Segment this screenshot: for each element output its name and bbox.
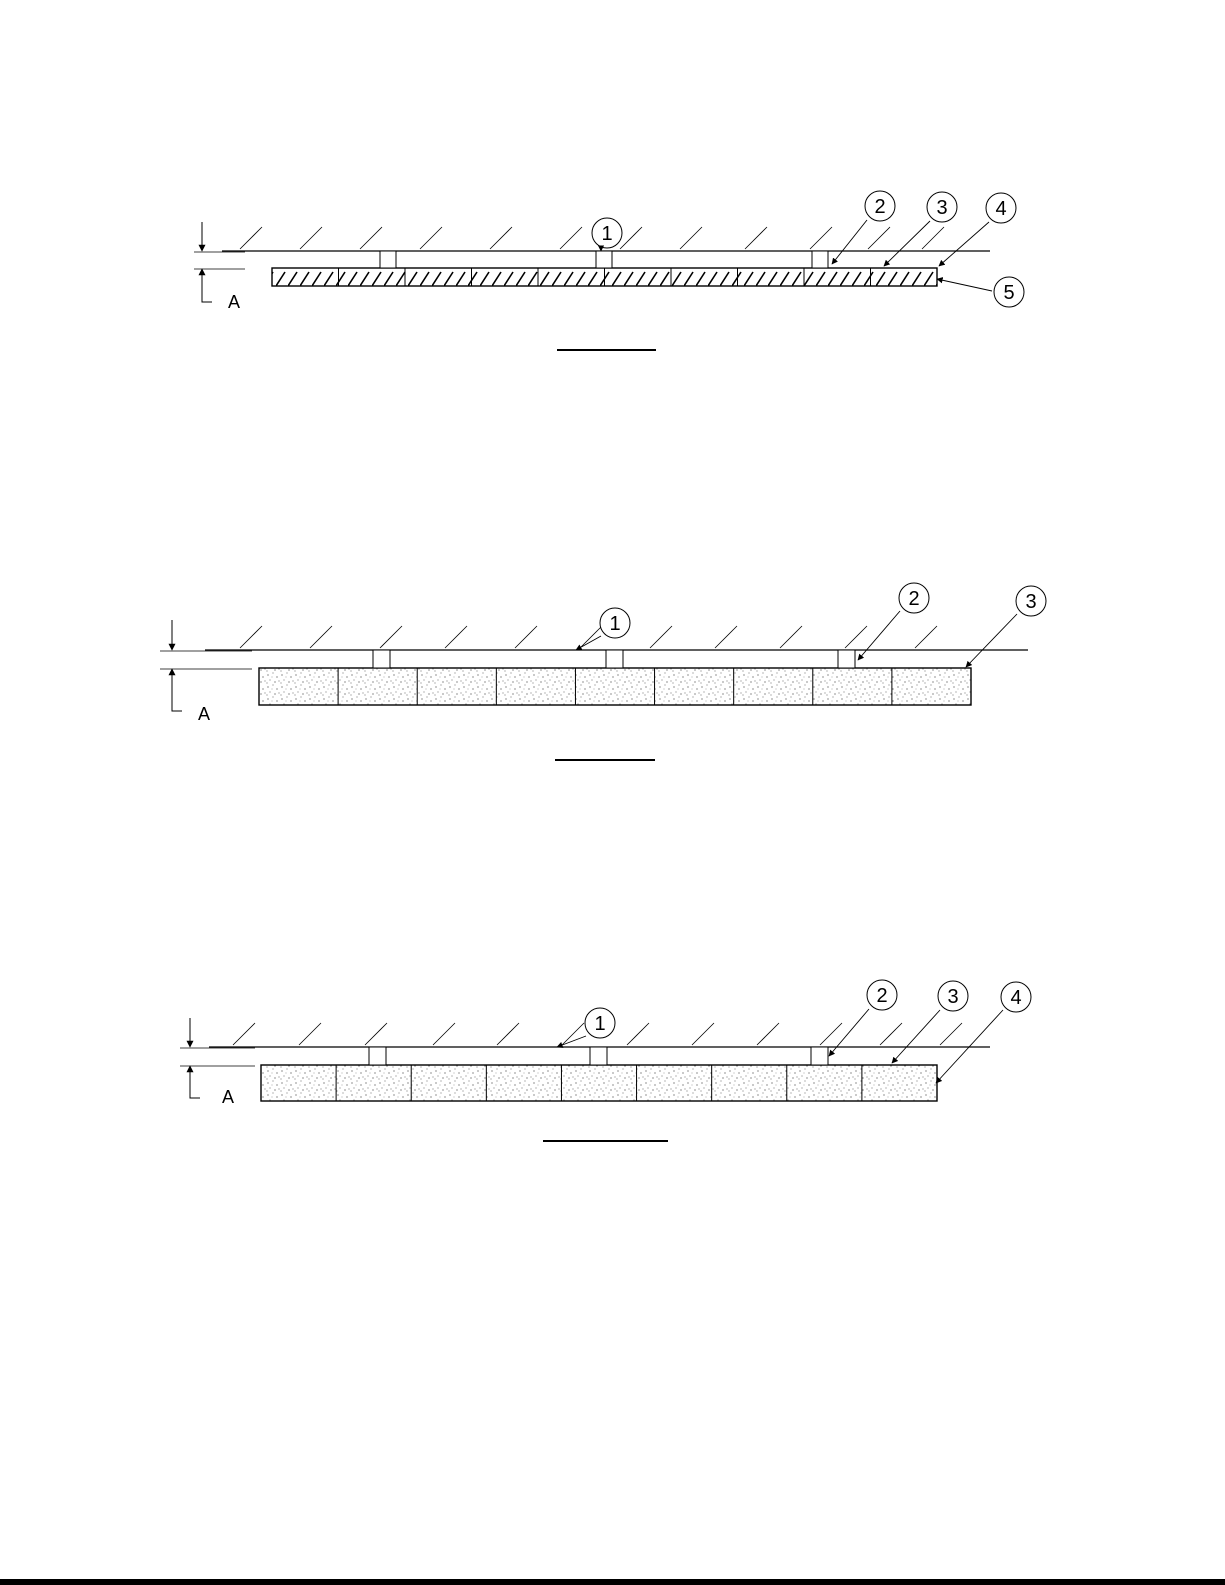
- layer-slab: [259, 668, 971, 705]
- spacer-stud: [811, 1047, 828, 1065]
- deck-hatch-tick: [915, 626, 937, 648]
- spacer-stud: [369, 1047, 386, 1065]
- dimension-arrow-bottom: [202, 269, 212, 302]
- deck-hatch-tick: [780, 626, 802, 648]
- deck-hatch-tick: [820, 1023, 842, 1045]
- deck-hatch-tick: [490, 227, 512, 249]
- layer-slab: [261, 1065, 937, 1101]
- deck-hatch-tick: [845, 626, 867, 648]
- callout-number: 2: [876, 985, 888, 1007]
- callout-leader: [832, 220, 867, 264]
- deck-hatch-tick: [715, 626, 737, 648]
- deck-hatch-tick: [240, 626, 262, 648]
- spacer-stud: [812, 251, 828, 268]
- page-bottom-rule: [0, 1579, 1225, 1585]
- callout-number: 1: [594, 1013, 606, 1035]
- callout-leader: [937, 279, 992, 291]
- callout-leader: [557, 1036, 586, 1047]
- dimension-label: A: [222, 1087, 235, 1107]
- callout-number: 2: [874, 196, 886, 218]
- deck-hatch-tick: [680, 227, 702, 249]
- callout-number: 3: [947, 986, 959, 1008]
- deck-hatch-tick: [240, 227, 262, 249]
- deck-hatch-tick: [868, 227, 890, 249]
- callout-number: 2: [908, 588, 920, 610]
- spacer-stud: [596, 251, 612, 268]
- spacer-stud: [373, 650, 390, 668]
- dimension-arrow-bottom: [190, 1066, 200, 1098]
- callout-leader: [884, 221, 930, 266]
- callout-number: 1: [609, 613, 621, 635]
- deck-hatch-tick: [745, 227, 767, 249]
- deck-hatch-tick: [560, 227, 582, 249]
- deck-hatch-tick: [757, 1023, 779, 1045]
- figure-2: [160, 583, 1046, 760]
- deck-hatch-tick: [562, 1023, 584, 1045]
- deck-hatch-tick: [380, 626, 402, 648]
- spacer-stud: [380, 251, 396, 268]
- spacer-stud: [838, 650, 855, 668]
- deck-hatch-tick: [620, 227, 642, 249]
- deck-hatch-tick: [299, 1023, 321, 1045]
- deck-hatch-tick: [810, 227, 832, 249]
- deck-hatch-tick: [515, 626, 537, 648]
- spacer-stud: [606, 650, 623, 668]
- callout-leader: [576, 636, 601, 650]
- deck-hatch-tick: [233, 1023, 255, 1045]
- deck-hatch-tick: [300, 227, 322, 249]
- callout-number: 4: [995, 198, 1007, 220]
- figure-1: [194, 191, 1024, 350]
- deck-hatch-tick: [650, 626, 672, 648]
- deck-hatch-tick: [420, 227, 442, 249]
- deck-hatch-tick: [922, 227, 944, 249]
- callout-leader: [966, 614, 1017, 667]
- callout-number: 3: [936, 197, 948, 219]
- callout-number: 3: [1025, 591, 1037, 613]
- dimension-arrow-bottom: [172, 669, 182, 711]
- figure-3: [180, 980, 1031, 1141]
- deck-hatch-tick: [692, 1023, 714, 1045]
- callout-number: 1: [601, 223, 613, 245]
- deck-hatch-tick: [940, 1023, 962, 1045]
- dimension-label: A: [228, 292, 241, 312]
- deck-hatch-tick: [627, 1023, 649, 1045]
- deck-hatch-tick: [445, 626, 467, 648]
- deck-hatch-tick: [433, 1023, 455, 1045]
- deck-hatch-tick: [497, 1023, 519, 1045]
- deck-hatch-tick: [310, 626, 332, 648]
- callout-leader: [892, 1010, 940, 1063]
- callout-leader: [858, 611, 900, 660]
- callout-number: 4: [1010, 987, 1022, 1009]
- dimension-label: A: [198, 704, 211, 724]
- spacer-stud: [590, 1047, 607, 1065]
- callout-leader: [939, 222, 989, 266]
- deck-hatch-tick: [360, 227, 382, 249]
- callout-leader: [829, 1009, 869, 1056]
- deck-hatch-tick: [880, 1023, 902, 1045]
- callout-number: 5: [1003, 282, 1015, 304]
- deck-hatch-tick: [365, 1023, 387, 1045]
